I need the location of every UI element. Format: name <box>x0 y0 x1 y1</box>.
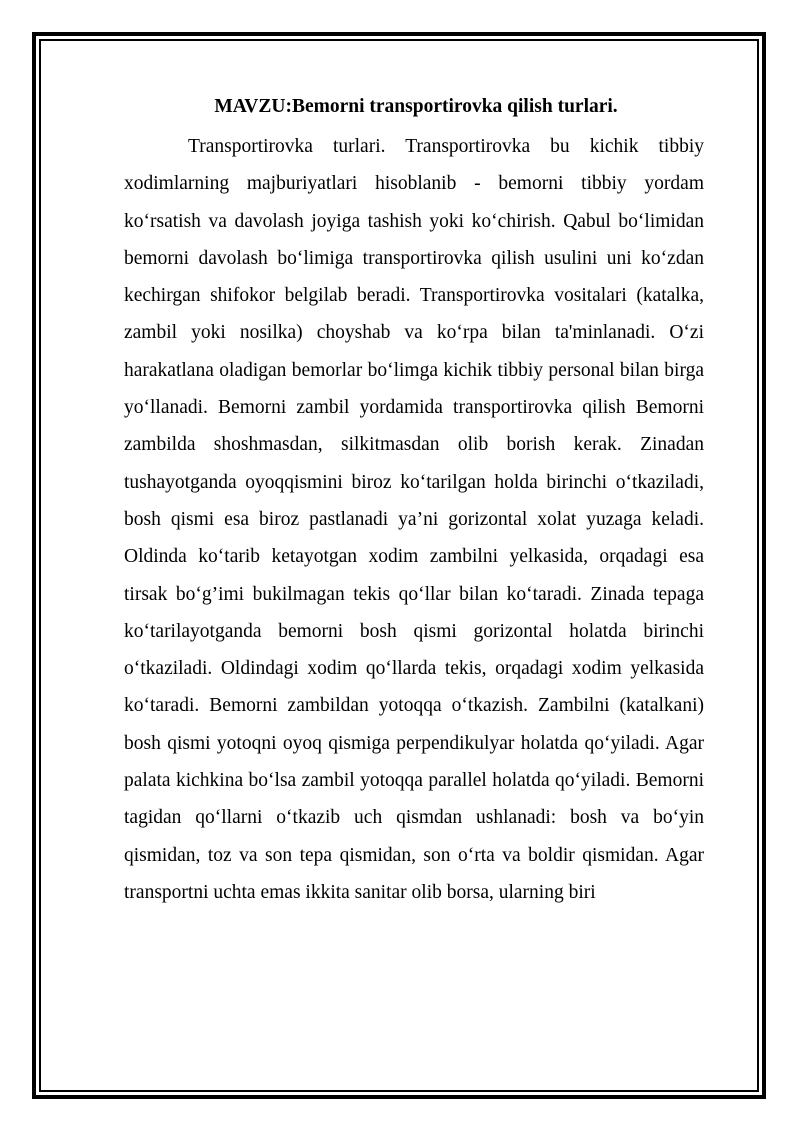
page-content <box>124 92 704 911</box>
page-title: MAVZU:Bemorni transportirovka qilish turlari. <box>214 96 618 117</box>
body-paragraph: Transportirovka turlari. Transportirovka bu kichik tibbiy xodimlarning majburiyatlari hisoblanib - bemorni tibbiy yordam ko‘rsatish va davolash joyiga tashish yoki ko‘chirish. Qabul bo‘limidan bemorni davolash bo‘limiga transportirovka qilish usulini uni ko‘zdan kechirgan shifokor belgilab beradi. Transportirovka vositalari (katalka, zambil yoki nosilka) choyshab va ko‘rpa bilan ta'minlanadi. O‘zi harakatlana oladigan bemorlar bo‘limga kichik tibbiy personal bilan birga yo‘llanadi. Bemorni zambil yordamida transportirovka qilish Bemorni zambilda shoshmasdan, silkitmasdan olib borish kerak. Zinadan tushayotganda oyoqqismini biroz ko‘tarilgan holda birinchi o‘tkaziladi, bosh qismi esa biroz pastlanadi ya’ni gorizontal xolat yuzaga keladi. Oldinda ko‘tarib ketayotgan xodim zambilni yelkasida, orqadagi esa tirsak bo‘g’imi bukilmagan tekis qo‘llar bilan ko‘taradi. Zinada tepaga ko‘tarilayotganda bemorni bosh qismi gorizontal holatda birinchi o‘tkaziladi. Oldindagi xodim qo‘llarda tekis, orqadagi xodim yelkasida ko‘taradi. Bemorni zambildan yotoqqa o‘tkazish. Zambilni (katalkani) bosh qismi yotoqni oyoq qismiga perpendikulyar holatda qo‘yiladi. Agar palata kichkina bo‘lsa zambil yotoqqa parallel holatda qo‘yiladi. Bemorni tagidan qo‘llarni o‘tkazib uch qismdan ushlanadi: bosh va bo‘yin qismidan, toz va son tepa qismidan, son o‘rta va boldir qismidan. Agar transportni uchta emas ikkita sanitar olib borsa, ularning biri <box>124 136 704 903</box>
